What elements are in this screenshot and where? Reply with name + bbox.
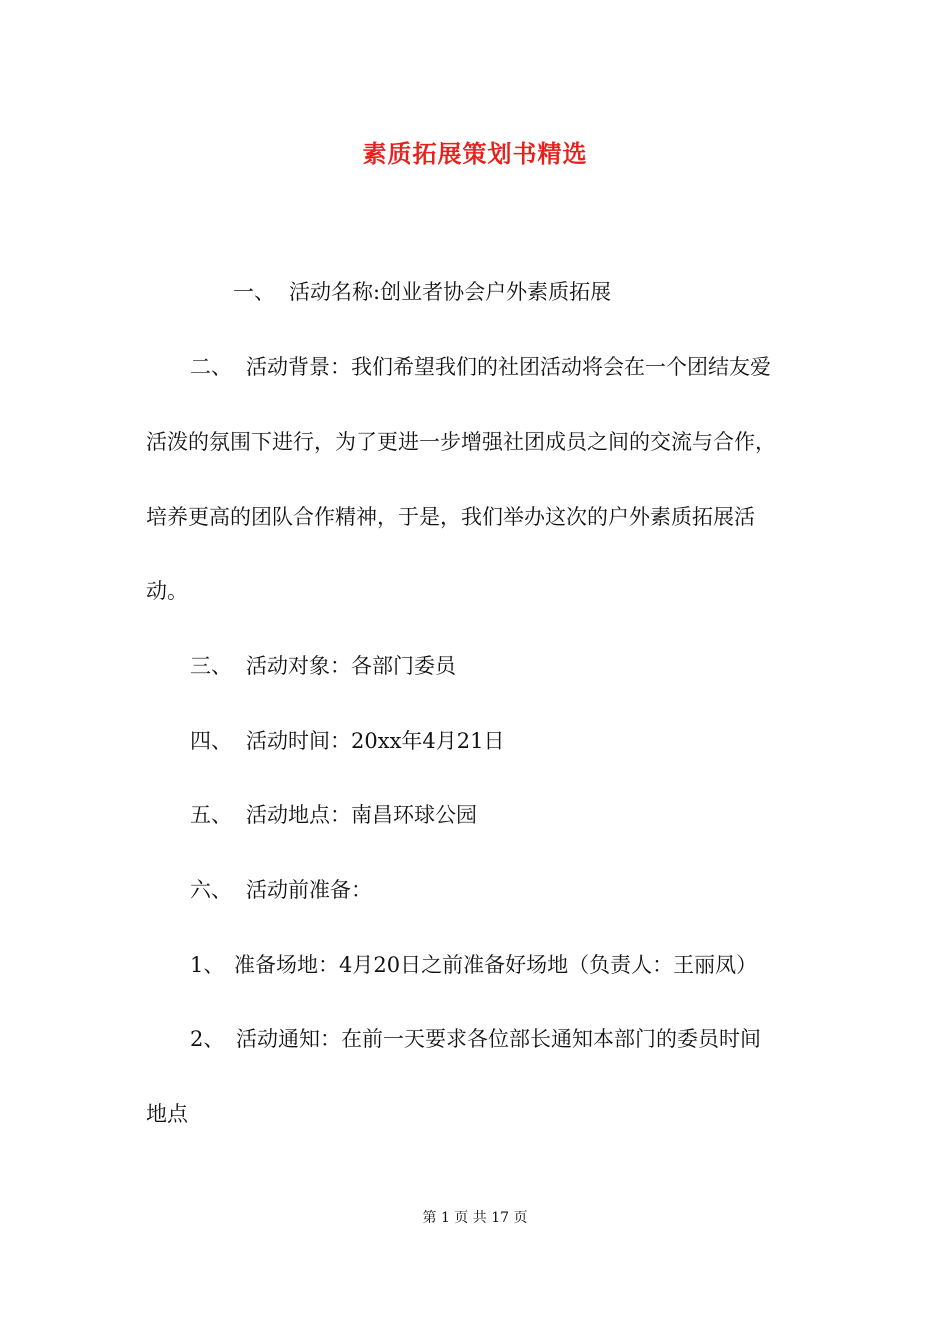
paragraph-line [146, 502, 755, 532]
paragraph-text: 活泼的氛围下进行，为了更进一步增强社团成员之间的交流与合作， [146, 430, 776, 454]
section-number: 四、 [190, 729, 232, 753]
paragraph-text: 培养更高的团队合作精神，于是，我们举办这次的户外素质拓展活 [146, 505, 755, 529]
paragraph-line [146, 576, 188, 606]
section-line-5 [190, 800, 477, 830]
section-line-6 [190, 875, 372, 905]
section-text: 活动背景：我们希望我们的社团活动将会在一个团结友爱 [246, 355, 771, 379]
section-line-4 [190, 726, 505, 756]
paragraph-line [146, 1099, 188, 1129]
section-line-2 [190, 352, 771, 382]
paragraph-text: 地点 [146, 1102, 188, 1126]
section-number: 二、 [190, 355, 232, 379]
list-text: 活动通知：在前一天要求各位部长通知本部门的委员时间 [236, 1027, 761, 1051]
list-line-2 [190, 1024, 761, 1054]
paragraph-line [146, 427, 776, 457]
section-text: 活动地点：南昌环球公园 [246, 803, 477, 827]
section-number: 六、 [190, 878, 232, 902]
section-text: 活动时间：20xx年4月21日 [246, 729, 505, 753]
section-text: 活动前准备： [246, 878, 372, 902]
page-footer: 第 1 页 共 17 页 [422, 1210, 528, 1226]
list-line-1 [190, 950, 757, 980]
section-line-1 [233, 277, 611, 307]
section-number: 五、 [190, 803, 232, 827]
section-text: 活动对象：各部门委员 [246, 654, 456, 678]
document-title: 素质拓展策划书精选 [362, 139, 588, 168]
section-number: 一、 [233, 280, 275, 304]
list-number: 1、 [190, 953, 225, 977]
section-line-3 [190, 651, 456, 681]
section-number: 三、 [190, 654, 232, 678]
section-text: 活动名称:创业者协会户外素质拓展 [289, 280, 612, 304]
list-text: 准备场地：4月20日之前准备好场地（负责人：王丽凤） [234, 953, 758, 977]
paragraph-text: 动。 [146, 579, 188, 603]
list-number: 2、 [190, 1027, 225, 1051]
